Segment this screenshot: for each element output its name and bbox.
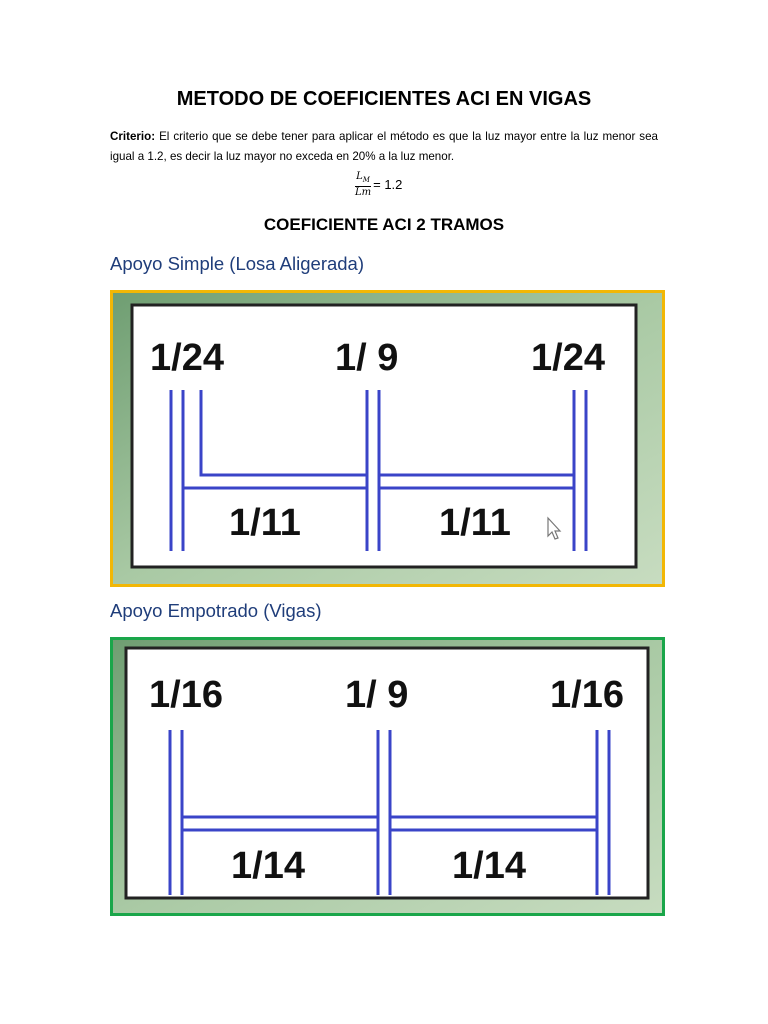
fraction-denominator: Lm	[355, 187, 372, 198]
beam-diagram-svg	[113, 640, 662, 913]
coef-left-support: 1/16	[149, 674, 223, 716]
coef-span-left: 1/11	[229, 502, 301, 544]
fraction-numerator: $L_M$	[355, 171, 371, 187]
coef-span-left: 1/14	[231, 845, 305, 887]
coef-span-right: 1/11	[439, 502, 511, 544]
heading-apoyo-empotrado: Apoyo Empotrado (Vigas)	[110, 600, 322, 621]
ratio-formula	[355, 171, 402, 198]
coef-center-support: 1/ 9	[335, 337, 399, 379]
coef-left-support: 1/24	[150, 337, 224, 379]
heading-apoyo-simple: Apoyo Simple (Losa Aligerada)	[110, 253, 365, 274]
beam-diagram-svg	[113, 293, 662, 584]
ratio-fraction	[355, 171, 371, 198]
diagram-apoyo-empotrado	[110, 637, 665, 916]
formula-rhs: = 1.2	[373, 177, 403, 192]
diagram-apoyo-simple	[110, 290, 665, 587]
criterio-text: El criterio que se debe tener para aplicar el método es que la luz mayor entre la luz menor sea igual a 1.2, es decir la luz mayor no exceda en 20% a la luz menor.	[110, 130, 658, 163]
coef-center-support: 1/ 9	[345, 674, 409, 716]
section-subtitle: COEFICIENTE ACI 2 TRAMOS	[263, 215, 505, 234]
coef-right-support: 1/24	[531, 337, 605, 379]
page-title: METODO DE COEFICIENTES ACI EN VIGAS	[176, 88, 592, 110]
coef-right-support: 1/16	[550, 674, 624, 716]
coef-span-right: 1/14	[452, 845, 526, 887]
criterio-paragraph	[110, 127, 658, 167]
criterio-label: Criterio:	[110, 130, 156, 143]
